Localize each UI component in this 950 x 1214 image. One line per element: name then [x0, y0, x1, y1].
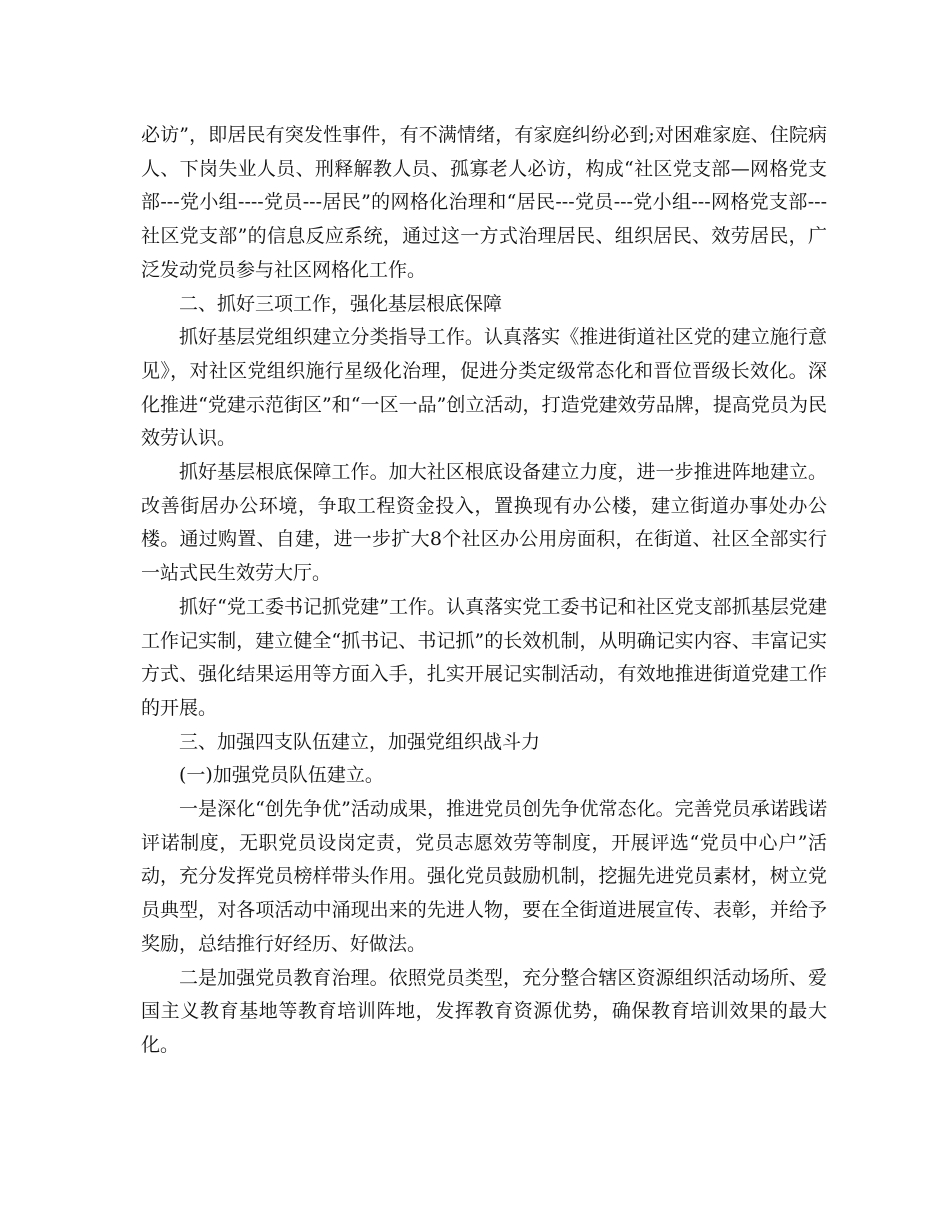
- document-body: [141, 119, 827, 1063]
- section-heading-two: 二、抓好三项工作，强化基层根底保障: [179, 292, 503, 315]
- subsection-heading-one: (一)加强党员队伍建立。: [179, 764, 384, 787]
- paragraph-secretary-responsibility: 抓好“党工委书记抓党建”工作。认真落实党工委书记和社区党支部抓基层党建工作记实制，建立健全“抓书记、书记抓”的长效机制，从明确记实内容、丰富记实方式、强化结果运用等方面入手，扎实开展记实制活动，有效地推进街道党建工作的开展。: [141, 595, 827, 719]
- section-heading-three: 三、加强四支队伍建立，加强党组织战斗力: [179, 730, 541, 753]
- paragraph-classification-guidance: 抓好基层党组织建立分类指导工作。认真落实《推进街道社区党的建立施行意见》，对社区党组织施行星级化治理，促进分类定级常态化和晋位晋级长效化。深化推进“党建示范街区”和“一区一品”创立活动，打造党建效劳品牌，提高党员为民效劳认识。: [141, 326, 827, 450]
- paragraph-second-point: 二是加强党员教育治理。依照党员类型，充分整合辖区资源组织活动场所、爱国主义教育基地等教育培训阵地，发挥教育资源优势，确保教育培训效果的最大化。: [141, 966, 827, 1056]
- paragraph-infrastructure: 抓好基层根底保障工作。加大社区根底设备建立力度，进一步推进阵地建立。改善街居办公环境，争取工程资金投入，置换现有办公楼，建立街道办事处办公楼。通过购置、自建，进一步扩大8个社区办公用房面积，在街道、社区全部实行一站式民生效劳大厅。: [141, 461, 827, 585]
- paragraph-continued: 必访”，即居民有突发性事件，有不满情绪，有家庭纠纷必到;对困难家庭、住院病人、下岗失业人员、刑释解教人员、孤寡老人必访，构成“社区党支部—网格党支部---党小组----党员---居民”的网格化治理和“居民---党员---党小组---网格党支部---社区党支部”的信息反应系统，通过这一方式治理居民、组织居民、效劳居民，广泛发动党员参与社区网格化工作。: [141, 124, 827, 281]
- paragraph-first-point: 一是深化“创先争优”活动成果，推进党员创先争优常态化。完善党员承诺践诺评诺制度，无职党员设岗定责，党员志愿效劳等制度，开展评选“党员中心户”活动，充分发挥党员榜样带头作用。强化党员鼓励机制，挖掘先进党员素材，树立党员典型，对各项活动中涌现出来的先进人物，要在全街道进展宣传、表彰，并给予奖励，总结推行好经历、好做法。: [141, 798, 827, 955]
